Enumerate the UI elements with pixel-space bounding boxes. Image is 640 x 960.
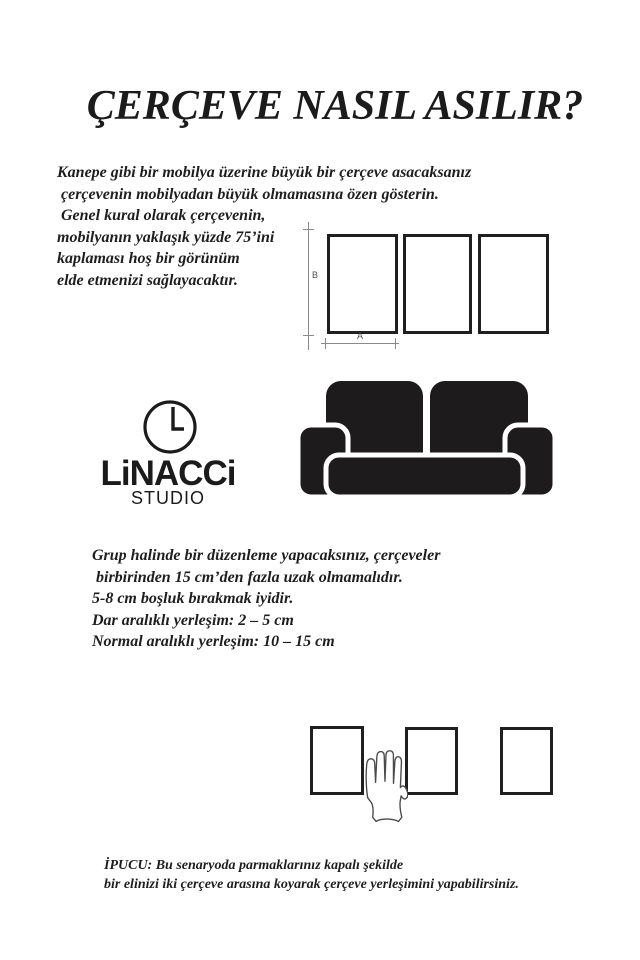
sofa-icon [292,368,560,500]
spacing-paragraph [92,545,440,653]
picture-frame [310,726,364,795]
dimension-b-tick-bottom [303,335,314,336]
dimension-b-tick-top [303,229,314,230]
intro-line: mobilyanın yaklaşık yüzde 75’ini [57,228,275,246]
tip-line: bir elinizi iki çerçeve arasına koyarak çerçeve yerleşimini yapabilirsiniz. [104,876,519,892]
dimension-a-tick-left [325,338,326,349]
spacing-line: Normal aralıklı yerleşim: 10 – 15 cm [92,633,335,650]
picture-frame [478,234,549,334]
dimension-a-tick-right [395,338,396,349]
spacing-line: birbirinden 15 cm’den fazla uzak olmamalıdır. [92,568,403,586]
spacing-line: 5-8 cm boşluk bırakmak iyidir. [92,590,294,607]
intro-line: çerçevenin mobilyadan büyük olmamasına özen gösterin. [57,185,439,203]
spacing-line: Dar aralıklı yerleşim: 2 – 5 cm [92,611,294,629]
intro-line: kaplaması hoş bir görünüm [57,250,240,267]
dimension-b-line [308,222,309,350]
spacing-line: Grup halinde bir düzenleme yapacaksınız, çerçeveler [92,547,441,564]
picture-frame [403,234,472,334]
intro-line: Kanepe gibi bir mobilya üzerine büyük bir çerçeve asacaksanız [57,164,472,181]
intro-line: elde etmenizi sağlayacaktır. [57,271,238,289]
dimension-a-line [321,343,399,344]
logo-subtitle: STUDIO [130,488,205,508]
logo-name: LiNACCi [100,454,236,493]
dimension-a-label: A [356,331,363,341]
clock-icon [143,400,197,454]
picture-frame [327,234,398,334]
page-title: ÇERÇEVE NASIL ASILIR? [86,83,584,129]
intro-line: Genel kural olarak çerçevenin, [57,207,266,224]
dimension-b-label: B [312,270,319,280]
picture-frame [405,727,458,795]
hand-icon [364,750,408,824]
tip-line: İPUCU: Bu senaryoda parmaklarınız kapalı şekilde [104,858,404,873]
tip-paragraph [104,857,519,894]
picture-frame [500,727,553,795]
